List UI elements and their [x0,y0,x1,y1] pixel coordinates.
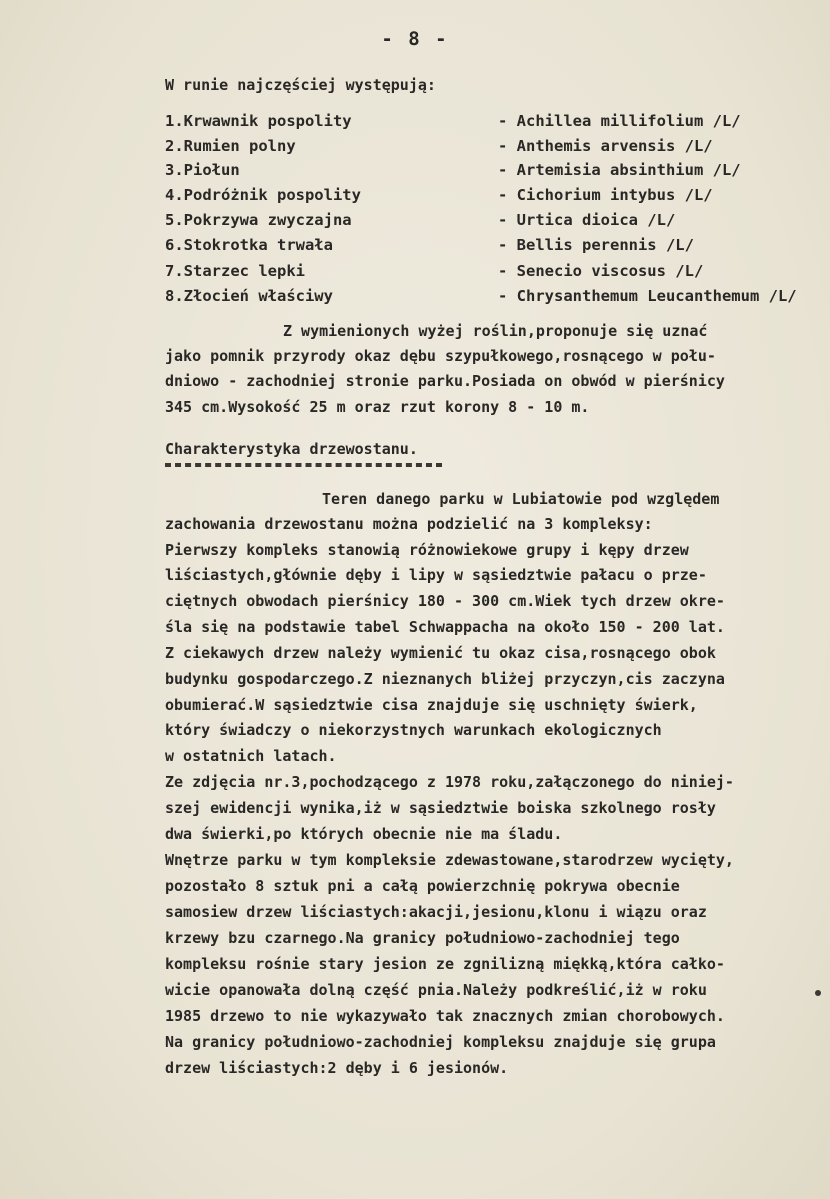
plant-list-item [165,186,805,210]
plant-latin-name: - Artemisia absinthium /L/ [498,161,741,179]
paragraph-line: Pierwszy kompleks stanowią różnowiekowe grupy i kępy drzew [165,541,689,559]
plant-latin-name: - Senecio viscosus /L/ [498,262,704,280]
paragraph-line: dwa świerki,po których obecnie nie ma śladu. [165,825,563,843]
paragraph-line: 1985 drzewo to nie wykazywało tak znacznych zmian chorobowych. [165,1007,725,1025]
paragraph-line: zachowania drzewostanu można podzielić na 3 kompleksy: [165,515,653,533]
plant-latin-name: - Cichorium intybus /L/ [498,186,713,204]
paragraph-line: pozostało 8 sztuk pni a całą powierzchnię pokrywa obecnie [165,877,680,895]
intro-line: W runie najczęściej występują: [165,76,436,94]
plant-list-item [165,236,805,260]
paragraph-line: Teren danego parku w Lubiatowie pod względem [322,490,720,508]
paragraph-line: kompleksu rośnie stary jesion ze zgnilizną miękką,która całko- [165,955,725,973]
paragraph-line: obumierać.W sąsiedztwie cisa znajduje się uschnięty świerk, [165,696,698,714]
plant-polish-name: 1.Krwawnik pospolity [165,112,352,130]
paragraph-line: jako pomnik przyrody okaz dębu szypułkowego,rosnącego w połu- [165,347,716,365]
plant-polish-name: 3.Piołun [165,161,240,179]
section-heading: Charakterystyka drzewostanu. [165,440,418,458]
paragraph-line: Wnętrze parku w tym kompleksie zdewastowane,starodrzew wycięty, [165,851,734,869]
paragraph-line: który świadczy o niekorzystnych warunkach ekologicznych [165,721,662,739]
paragraph-line: Z ciekawych drzew należy wymienić tu okaz cisa,rosnącego obok [165,644,716,662]
paragraph-line: drzew liściastych:2 dęby i 6 jesionów. [165,1059,509,1077]
paragraph-line: dniowo - zachodniej stronie parku.Posiada on obwód w pierśnicy [165,372,725,390]
paragraph-line: samosiew drzew liściastych:akacji,jesionu,klonu i wiązu oraz [165,903,707,921]
paragraph-line: śla się na podstawie tabel Schwappacha na około 150 - 200 lat. [165,618,725,636]
plant-list-item [165,161,805,185]
paragraph-line: Na granicy południowo-zachodniej kompleksu znajduje się grupa [165,1033,716,1051]
paragraph-line: krzewy bzu czarnego.Na granicy południowo-zachodniej tego [165,929,680,947]
plant-latin-name: - Bellis perennis /L/ [498,236,694,254]
plant-list-item [165,137,805,161]
paragraph-line: ciętnych obwodach pierśnicy 180 - 300 cm.Wiek tych drzew okre- [165,592,725,610]
plant-latin-name: - Urtica dioica /L/ [498,211,676,229]
paragraph-line: w ostatnich latach. [165,747,337,765]
heading-underline [165,463,442,467]
paragraph-line: liściastych,głównie dęby i lipy w sąsiedztwie pałacu o prze- [165,566,707,584]
plant-polish-name: 8.Złocień właściwy [165,287,333,305]
paragraph-line: szej ewidencji wynika,iż w sąsiedztwie boiska szkolnego rosły [165,799,716,817]
plant-list-item [165,262,805,286]
plant-list-item [165,211,805,235]
paragraph-line: Z wymienionych wyżej roślin,proponuje się uznać [283,322,708,340]
plant-polish-name: 2.Rumien polny [165,137,296,155]
plant-polish-name: 6.Stokrotka trwała [165,236,333,254]
plant-list-item [165,112,805,136]
plant-latin-name: - Chrysanthemum Leucanthemum /L/ [498,287,797,305]
plant-polish-name: 7.Starzec lepki [165,262,305,280]
plant-list-item [165,287,805,311]
page-number: - 8 - [381,28,449,50]
ink-spot [815,990,821,996]
plant-polish-name: 4.Podróżnik pospolity [165,186,361,204]
paragraph-line: Ze zdjęcia nr.3,pochodzącego z 1978 roku,załączonego do niniej- [165,773,734,791]
plant-latin-name: - Achillea millifolium /L/ [498,112,741,130]
plant-latin-name: - Anthemis arvensis /L/ [498,137,713,155]
plant-polish-name: 5.Pokrzywa zwyczajna [165,211,352,229]
paragraph-line: wicie opanowała dolną część pnia.Należy podkreślić,iż w roku [165,981,707,999]
paragraph-line: budynku gospodarczego.Z nieznanych bliżej przyczyn,cis zaczyna [165,670,725,688]
paragraph-line: 345 cm.Wysokość 25 m oraz rzut korony 8 - 10 m. [165,398,590,416]
